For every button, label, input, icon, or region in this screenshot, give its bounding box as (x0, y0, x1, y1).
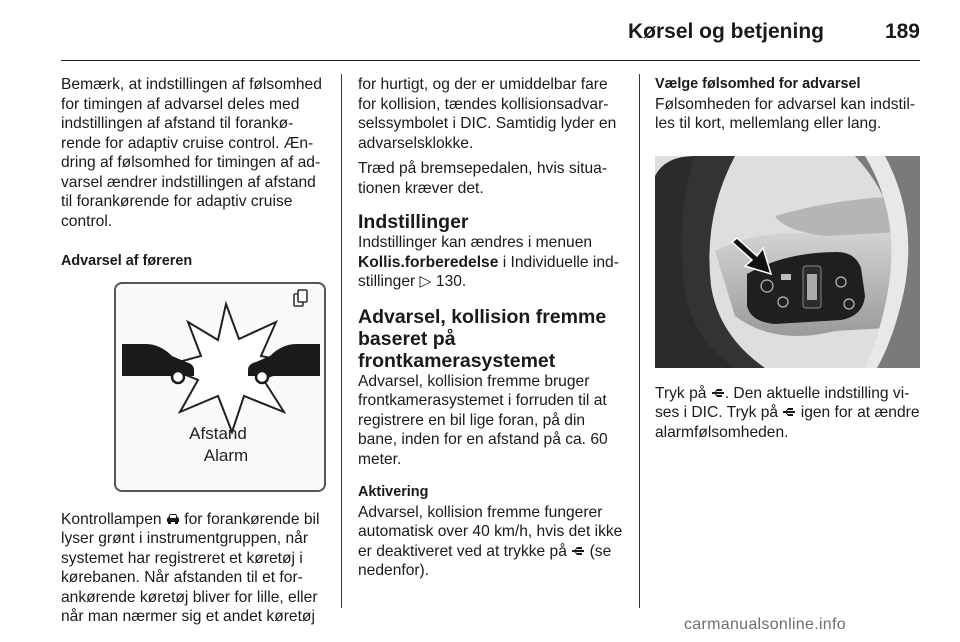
column-divider-1 (341, 74, 342, 608)
car-icon (166, 513, 180, 525)
steering-wheel-figure (655, 156, 920, 368)
gap-button-icon (711, 387, 725, 399)
gap-button-icon (571, 545, 585, 557)
page-reference-icon: ▷ (419, 273, 432, 290)
column-2 (358, 75, 624, 581)
section-heading-driver-warning: Advarsel af føreren (61, 253, 193, 269)
page-number: 189 (884, 20, 920, 43)
figure-label-alarm: Alarm (203, 445, 249, 465)
page-reference[interactable]: 130. (435, 273, 467, 290)
column-3 (655, 75, 921, 442)
watermark: carmanualsonline.info (684, 616, 846, 633)
left-car-icon (122, 344, 194, 383)
copy-icon (294, 290, 307, 306)
paragraph-activation: Advarsel, kollision fremme fungerer automatisk over 40 km/h, hvis det ikke er deaktiveret ved at trykke på (se nedenfor). (358, 503, 623, 579)
heading-sensitivity: Vælge følsomhed for advarsel (655, 76, 861, 92)
heading-settings: Indstillinger (358, 211, 469, 233)
column-1 (61, 75, 326, 627)
gap-button-icon (782, 406, 796, 418)
intro-paragraph: Bemærk, at indstillingen af følsomhed for timingen af advarsel deles med indstillingen af afstand til forankø-rende for adaptiv cruise control. Æn-dring af følsomhed for timingen af ad-varsel ændrer indstillingen af afstand til forankørende for adaptiv cruise control. (61, 76, 322, 230)
paragraph-settings: Indstillinger kan ændres i menuen Kollis.forberedelse i Individuelle ind-stillinger ▷ 130. (358, 234, 619, 290)
page-header-title: Kørsel og betjening (627, 20, 824, 43)
menu-name: Kollis.forberedelse (358, 253, 499, 271)
indicator-paragraph: Kontrollampen for forankørende bil lyser grønt i instrumentgruppen, når systemet har registreret et køretøj i kørebanen. Når afstanden til et for-ankørende køretøj bliver for lille, eller når man nærmer sig et andet køretøj (61, 510, 320, 625)
heading-activation: Aktivering (358, 484, 429, 500)
heading-forward-collision: Advarsel, kollision fremme baseret på frontkamerasystemet (358, 305, 607, 372)
header-rule (61, 60, 920, 61)
distance-alarm-figure (114, 282, 326, 492)
paragraph-press-button: Tryk på . Den aktuelle indstilling vi-ses i DIC. Tryk på igen for at ændre alarmfølsomheden. (655, 384, 920, 441)
figure-label-afstand: Afstand (189, 423, 247, 443)
paragraph-brake: Træd på bremsepedalen, hvis situa-tionen kræver det. (358, 160, 608, 197)
steering-wheel-illustration (655, 156, 920, 368)
paragraph-camera: Advarsel, kollision fremme bruger frontkamerasystemet i forruden til at registrere en bil lige foran, på din bane, inden for en afstand på ca. 60 meter. (358, 372, 608, 468)
paragraph-sensitivity: Følsomheden for advarsel kan indstil-les til kort, mellemlang eller lang. (655, 95, 916, 132)
column-divider-2 (639, 74, 640, 608)
paragraph-collision-warning: for hurtigt, og der er umiddelbar fare for kollision, tændes kollisionsadvar-selssymbolet i DIC. Samtidig lyder en advarselsklokke. (358, 76, 617, 152)
